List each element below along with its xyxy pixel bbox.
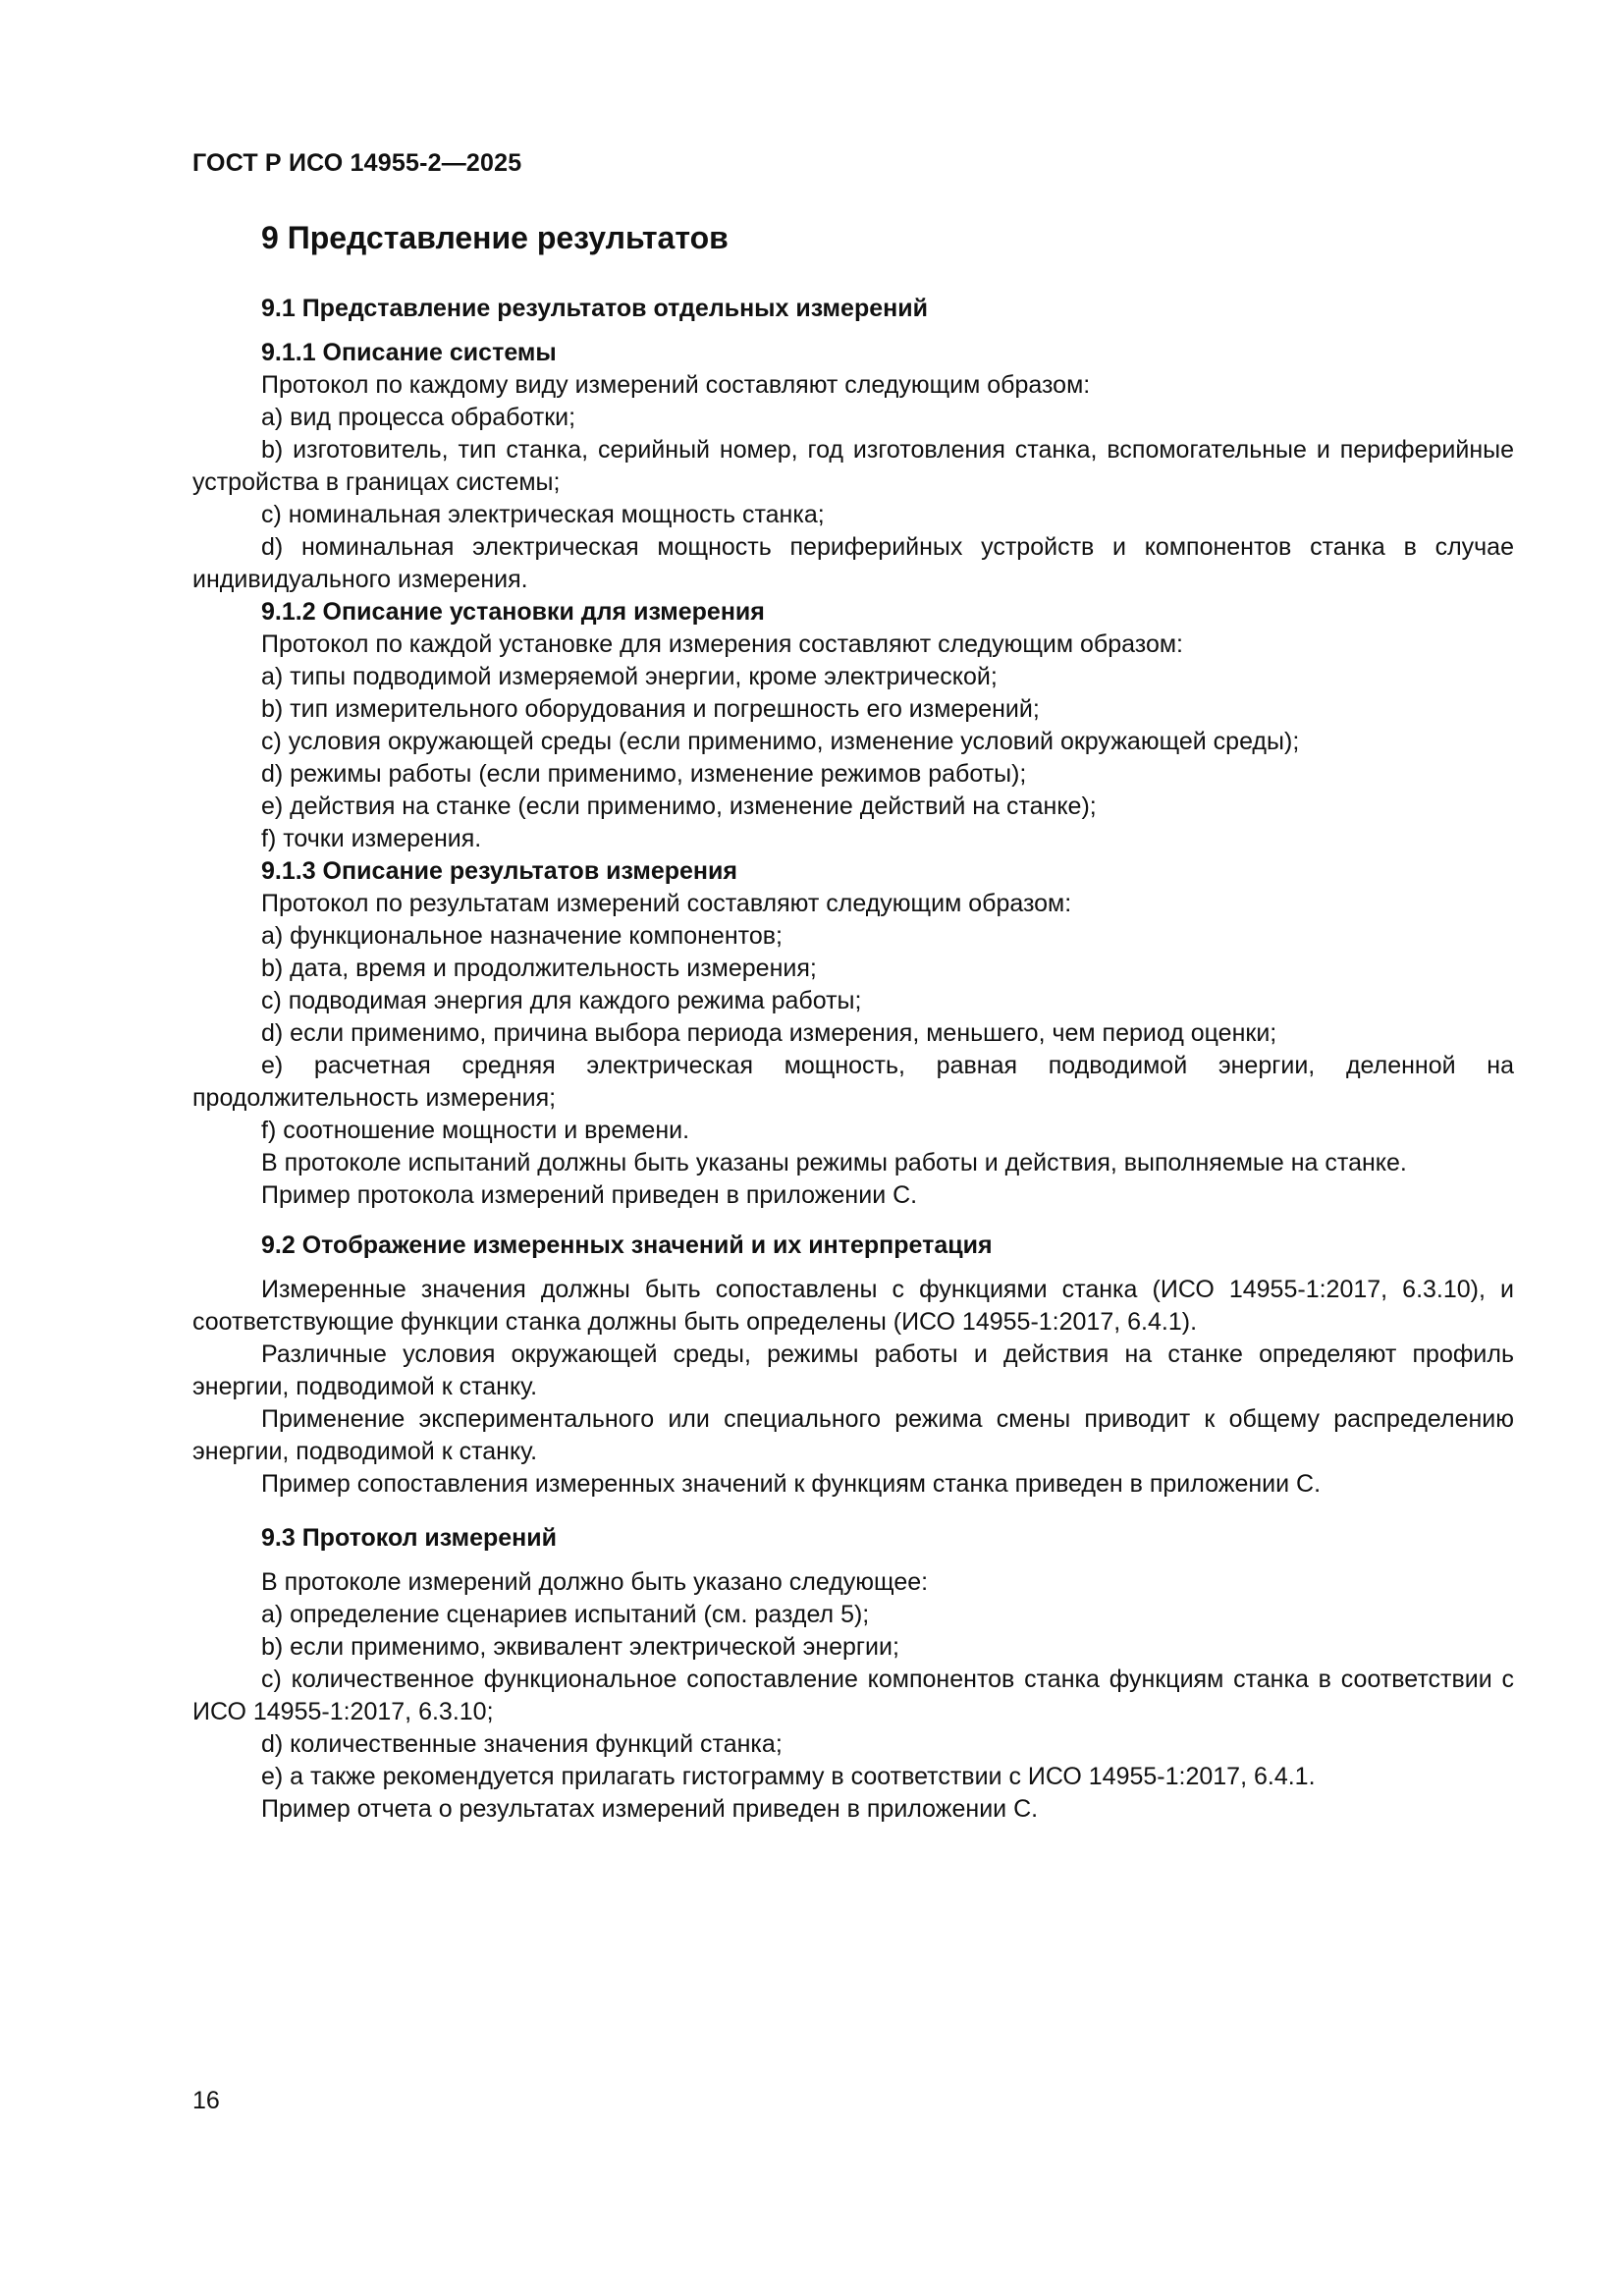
paragraph: Протокол по каждой установке для измерения составляют следующим образом: [261,630,1184,658]
list-item: c) номинальная электрическая мощность станка; [261,501,825,528]
paragraph: Пример отчета о результатах измерений приведен в приложении С. [261,1795,1039,1823]
subsection-9-2-title: 9.2 Отображение измеренных значений и их интерпретация [261,1231,993,1259]
paragraph: Применение экспериментального или специального режима смены приводит к общему распределению энергии, подводимой к станку. [192,1405,1514,1465]
subsection-9-1-title: 9.1 Представление результатов отдельных измерений [261,295,928,322]
list-item: b) изготовитель, тип станка, серийный номер, год изготовления станка, вспомогательные и периферийные устройства в границах системы; [192,436,1514,496]
document-body [192,218,1514,1826]
paragraph: Различные условия окружающей среды, режимы работы и действия на станке определяют профиль энергии, подводимой к станку. [192,1340,1514,1400]
list-item: а) определение сценариев испытаний (см. раздел 5); [261,1601,870,1628]
list-item: а) типы подводимой измеряемой энергии, кроме электрической; [261,663,998,690]
list-item: d) режимы работы (если применимо, изменение режимов работы); [261,760,1027,788]
list-item: b) если применимо, эквивалент электрической энергии; [261,1633,899,1661]
list-item: e) действия на станке (если применимо, изменение действий на станке); [261,793,1097,820]
list-item: e) а также рекомендуется прилагать гистограмму в соответствии с ИСО 14955-1:2017, 6.4.1. [261,1763,1316,1790]
list-item: d) количественные значения функций станка; [261,1730,783,1758]
list-item: d) номинальная электрическая мощность периферийных устройств и компонентов станка в случае индивидуального измерения. [192,533,1514,593]
subsection-9-3-title: 9.3 Протокол измерений [261,1524,558,1552]
list-item: c) условия окружающей среды (если применимо, изменение условий окружающей среды); [261,728,1300,755]
list-item: d) если применимо, причина выбора периода измерения, меньшего, чем период оценки; [261,1019,1277,1047]
section-title: 9 Представление результатов [261,220,729,255]
paragraph: Пример протокола измерений приведен в приложении С. [261,1181,918,1209]
paragraph: Пример сопоставления измеренных значений к функциям станка приведен в приложении С. [261,1470,1322,1498]
list-item: а) функциональное назначение компонентов; [261,922,783,950]
paragraph: В протоколе измерений должно быть указано следующее: [261,1568,929,1596]
page-number: 16 [192,2087,220,2114]
list-item: f) точки измерения. [261,825,482,852]
list-item: e) расчетная средняя электрическая мощность, равная подводимой энергии, деленной на продолжительность измерения; [192,1052,1514,1112]
clause-9-1-2-title: 9.1.2 Описание установки для измерения [261,598,765,626]
list-item: b) дата, время и продолжительность измерения; [261,955,817,982]
paragraph: Измеренные значения должны быть сопоставлены с функциями станка (ИСО 14955-1:2017, 6.3.10), и соответствующие функции станка должны быть определены (ИСО 14955-1:2017, 6.4.1). [192,1276,1514,1336]
paragraph: Протокол по результатам измерений составляют следующим образом: [261,890,1072,917]
clause-9-1-3-title: 9.1.3 Описание результатов измерения [261,857,737,885]
list-item: c) количественное функциональное сопоставление компонентов станка функциям станка в соответствии с ИСО 14955-1:2017, 6.3.10; [192,1666,1514,1725]
list-item: а) вид процесса обработки; [261,404,576,431]
paragraph: Протокол по каждому виду измерений составляют следующим образом: [261,371,1091,399]
list-item: c) подводимая энергия для каждого режима работы; [261,987,862,1014]
list-item: f) соотношение мощности и времени. [261,1117,690,1144]
clause-9-1-1-title: 9.1.1 Описание системы [261,339,557,366]
paragraph: В протоколе испытаний должны быть указаны режимы работы и действия, выполняемые на станке. [261,1149,1407,1176]
list-item: b) тип измерительного оборудования и погрешность его измерений; [261,695,1040,723]
document-header: ГОСТ Р ИСО 14955-2—2025 [192,149,522,177]
